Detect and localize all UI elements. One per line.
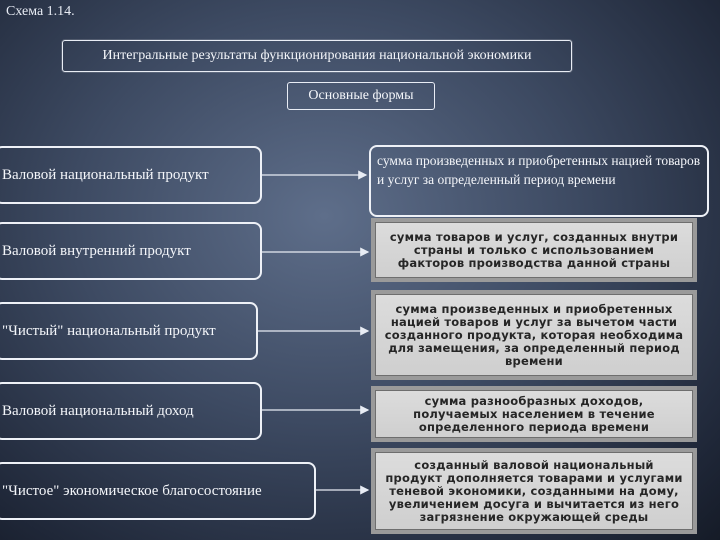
description-box-new	[371, 448, 697, 534]
description-box-gdp	[371, 218, 697, 282]
form-box-nnp	[0, 302, 258, 360]
form-name: Валовой национальный продукт	[2, 166, 209, 183]
description-box-gnp	[369, 145, 709, 217]
description-box-gni	[371, 386, 697, 442]
form-description: сумма произведенных и приобретенных нацией товаров и услуг за вычетом части созданного продукта, которая необходима для замещения, за определенный период времени	[375, 294, 693, 376]
form-description: сумма товаров и услуг, созданных внутри страны и только с использованием факторов производства данной страны	[375, 222, 693, 278]
form-name: "Чистое" экономическое благосостояние	[2, 482, 262, 499]
form-description: созданный валовой национальный продукт дополняется товарами и услугами теневой экономики, созданными на дому, увеличением досуга и вычитается из него загрязнение окружающей среды	[375, 452, 693, 530]
forms-header: Основные формы	[308, 88, 414, 103]
form-box-new	[0, 462, 316, 520]
description-box-nnp	[371, 290, 697, 380]
form-name: Валовой внутренний продукт	[2, 242, 191, 259]
diagram-title-box	[62, 40, 572, 72]
diagram-title: Интегральные результаты функционирования национальной экономики	[102, 48, 532, 63]
form-description: сумма разнообразных доходов, получаемых населением в течение определенного периода времени	[375, 390, 693, 438]
form-box-gdp	[0, 222, 262, 280]
form-box-gni	[0, 382, 262, 440]
form-description: сумма произведенных и приобретенных нацией товаров и услуг за определенный период времени	[377, 153, 701, 187]
form-box-gnp	[0, 146, 262, 204]
form-name: "Чистый" национальный продукт	[2, 322, 216, 339]
scheme-label: Схема 1.14.	[6, 4, 75, 19]
forms-header-box	[287, 82, 435, 110]
form-name: Валовой национальный доход	[2, 402, 194, 419]
